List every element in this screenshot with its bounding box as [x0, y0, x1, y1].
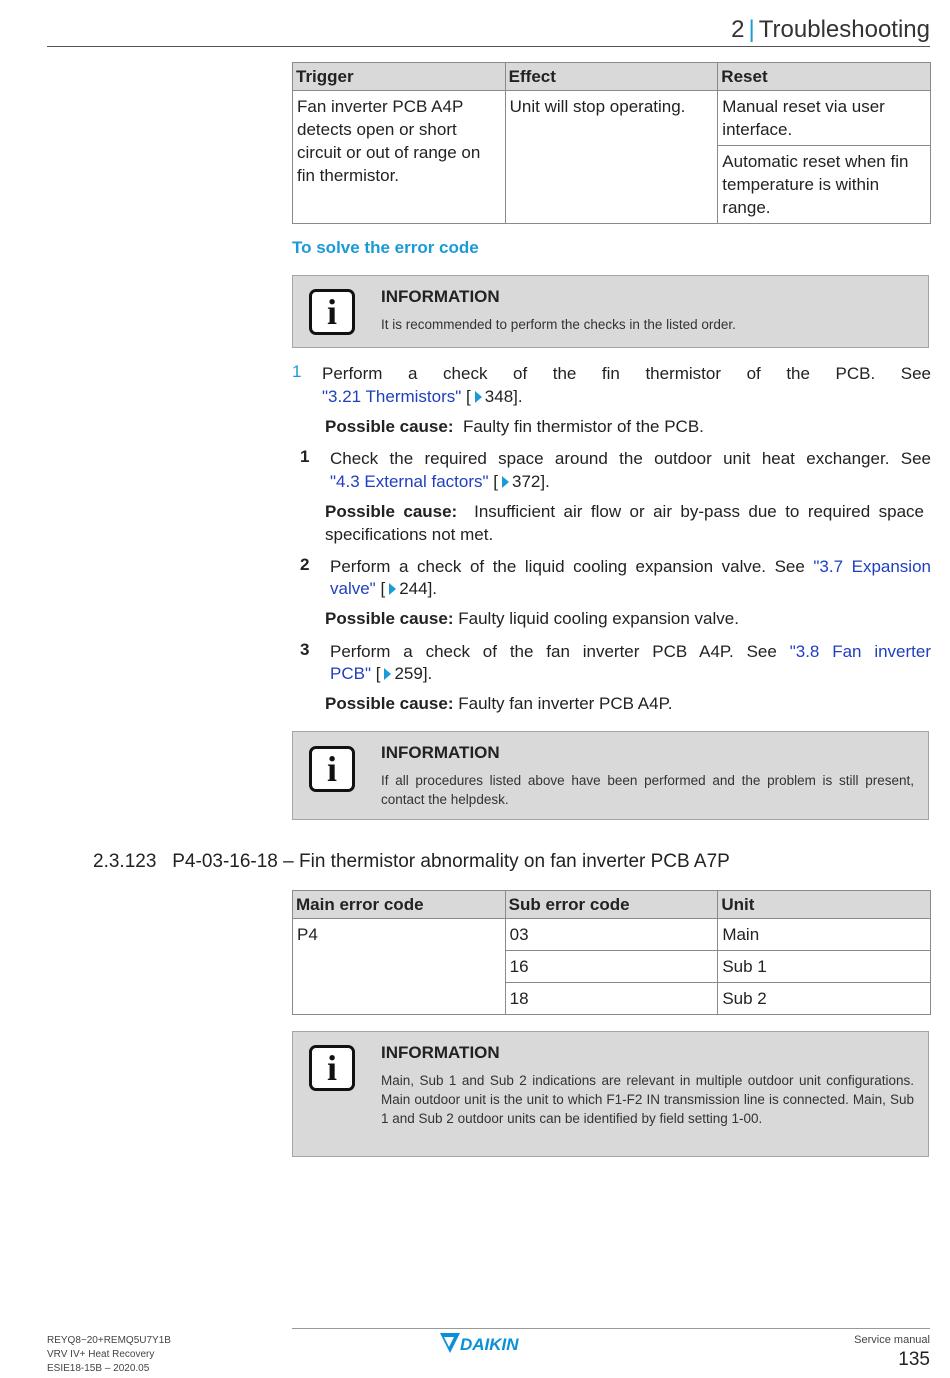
page-arrow-icon [389, 583, 396, 595]
cause-text: Insufficient air flow or air by-pass due to required space specifications not met. [325, 502, 924, 544]
page-arrow-icon [384, 668, 391, 680]
column-header: Unit [718, 891, 931, 919]
footer-product: VRV IV+ Heat Recovery [47, 1349, 155, 1360]
fan-inverter-link-cont[interactable]: PCB" [330, 664, 371, 683]
section-title: P4-03-16-18 – Fin thermistor abnormality on fan inverter PCB A7P [172, 851, 730, 872]
column-header: Sub error code [505, 891, 718, 919]
column-header: Trigger [293, 63, 506, 91]
sub-error-cell: 03 [505, 919, 718, 951]
main-error-cell: P4 [293, 919, 506, 1015]
step-reference [322, 385, 523, 408]
external-factors-link[interactable]: "4.3 External factors" [330, 472, 489, 491]
information-text: Main, Sub 1 and Sub 2 indications are relevant in multiple outdoor unit configurations. Main outdoor unit is the unit to which F1-F2 IN transmission line is connected. Main, Sub 1 and Sub 2 outdoor units can be identified by field setting 1-00. [381, 1073, 914, 1126]
bracket: [ [466, 387, 471, 406]
cause-label: Possible cause: [325, 417, 454, 436]
information-title: INFORMATION [381, 743, 500, 762]
solve-heading: To solve the error code [292, 238, 479, 257]
fan-inverter-link[interactable]: "3.8 Fan inverter [789, 642, 932, 661]
trigger-cell: Fan inverter PCB A4P detects open or short circuit or out of range on fin thermistor. [293, 91, 506, 224]
sub-error-cell: 18 [505, 983, 718, 1015]
page-arrow-icon [502, 476, 509, 488]
possible-cause [325, 500, 924, 546]
step-text: Perform a check of the fin thermistor of the PCB. See [322, 364, 931, 383]
information-text: If all procedures listed above have been performed and the problem is still present, contact the helpdesk. [381, 773, 914, 807]
information-title: INFORMATION [381, 287, 500, 306]
information-icon: i [309, 746, 355, 792]
footer-doc-id: ESIE18-15B – 2020.05 [47, 1363, 150, 1374]
error-code-table [292, 890, 931, 1015]
possible-cause [325, 607, 739, 630]
header-separator: | [748, 16, 755, 43]
step-reference [330, 470, 550, 493]
cause-label: Possible cause: [325, 694, 454, 713]
step-number: 1 [300, 447, 310, 466]
footer-document-info [47, 1334, 171, 1376]
table-header-row [293, 63, 931, 91]
bracket: [ [493, 472, 498, 491]
footer-manual-label: Service manual [854, 1334, 930, 1346]
page-ref: 348]. [484, 387, 523, 406]
thermistors-link[interactable]: "3.21 Thermistors" [322, 387, 462, 406]
page-arrow-icon [475, 391, 482, 403]
possible-cause [325, 415, 704, 438]
footer-model: REYQ8~20+REMQ5U7Y1B [47, 1335, 171, 1346]
step-text: Check the required space around the outdoor unit heat exchanger. See [330, 449, 931, 468]
header-rule [47, 46, 930, 47]
column-header: Main error code [293, 891, 506, 919]
information-box [292, 1031, 929, 1157]
page-ref: 244]. [399, 579, 438, 598]
bracket: [ [375, 664, 381, 683]
reset-cell: Automatic reset when fin temperature is within range. [718, 146, 931, 224]
chapter-title: Troubleshooting [758, 16, 930, 43]
table-row [293, 919, 931, 951]
cause-label: Possible cause: [325, 609, 454, 628]
information-box [292, 275, 929, 348]
step-text-line: Perform a check of the fan inverter PCB A4P. See [330, 642, 777, 661]
trigger-effect-reset-table [292, 62, 931, 224]
page-header [731, 16, 930, 44]
page-ref: 259]. [394, 664, 433, 683]
step-number: 3 [300, 640, 310, 659]
cause-label: Possible cause: [325, 502, 458, 521]
expansion-valve-link-cont[interactable]: valve" [330, 579, 376, 598]
table-header-row [293, 891, 931, 919]
step-text [330, 640, 931, 663]
cause-text: Faulty liquid cooling expansion valve. [458, 609, 739, 628]
table-row [293, 91, 931, 146]
unit-cell: Sub 2 [718, 983, 931, 1015]
logo-text: DAIKIN [460, 1335, 519, 1354]
step-number: 1 [292, 362, 302, 381]
information-text: It is recommended to perform the checks in the listed order. [381, 317, 736, 332]
step-text [330, 555, 931, 578]
section-number: 2.3.123 [93, 851, 157, 872]
sub-error-cell: 16 [505, 951, 718, 983]
information-title: INFORMATION [381, 1043, 500, 1062]
unit-cell: Main [718, 919, 931, 951]
page-number: 135 [898, 1349, 930, 1370]
bracket: [ [380, 579, 386, 598]
cause-text: Faulty fan inverter PCB A4P. [458, 694, 673, 713]
possible-cause [325, 692, 672, 715]
footer-rule [292, 1328, 930, 1329]
step-text-line: Perform a check of the liquid cooling expansion valve. See [330, 557, 805, 576]
cause-text: Faulty fin thermistor of the PCB. [462, 417, 704, 436]
chapter-number: 2 [731, 16, 745, 43]
column-header: Reset [718, 63, 931, 91]
step-number: 2 [300, 555, 310, 574]
information-box [292, 731, 929, 820]
daikin-logo [440, 1333, 540, 1355]
column-header: Effect [505, 63, 718, 91]
information-icon: i [309, 289, 355, 335]
unit-cell: Sub 1 [718, 951, 931, 983]
reset-cell: Manual reset via user interface. [718, 91, 931, 146]
step-reference [330, 662, 432, 685]
page-ref: 372]. [512, 472, 550, 491]
step-reference [330, 577, 437, 600]
expansion-valve-link[interactable]: "3.7 Expansion [813, 557, 931, 576]
section-heading [93, 851, 730, 873]
effect-cell: Unit will stop operating. [505, 91, 718, 224]
information-icon: i [309, 1045, 355, 1091]
